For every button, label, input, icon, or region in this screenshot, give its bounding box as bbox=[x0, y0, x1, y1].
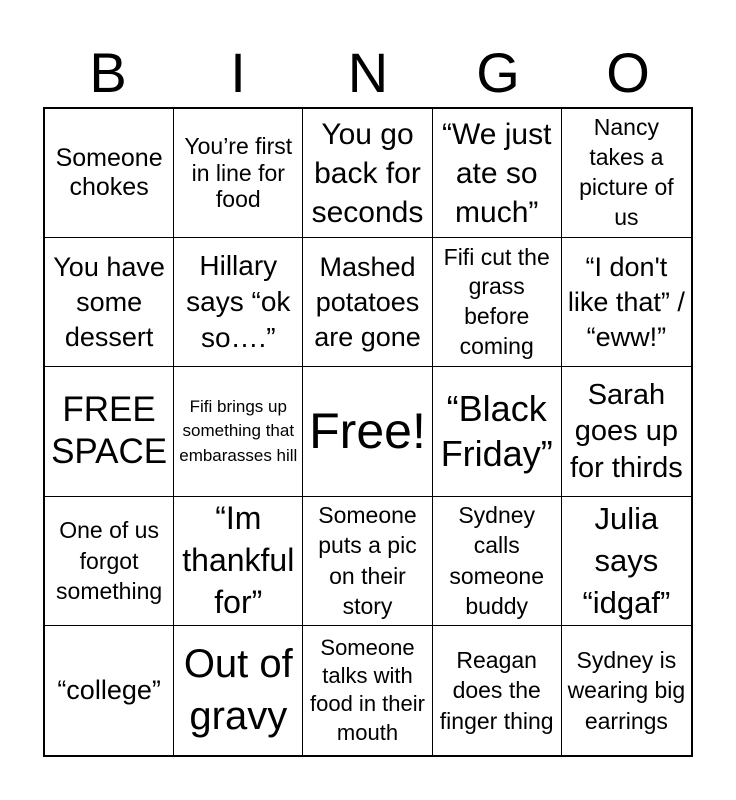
bingo-cell-r2-c3[interactable] bbox=[303, 238, 432, 367]
header-letter-n: N bbox=[347, 41, 389, 104]
header-letter-i: I bbox=[230, 41, 246, 104]
cell-text: Mashed potatoes are gone bbox=[314, 251, 421, 352]
cell-text: Hillary says “ok so….” bbox=[186, 249, 291, 354]
bingo-cell-r3-c5[interactable] bbox=[562, 367, 691, 496]
cell-text: Sydney calls someone buddy bbox=[449, 501, 544, 620]
bingo-cell-r5-c4[interactable] bbox=[433, 626, 562, 755]
cell-text: You have some dessert bbox=[53, 251, 165, 352]
cell-text: FREE SPACE bbox=[51, 390, 168, 472]
cell-text: Sarah goes up for thirds bbox=[569, 379, 683, 484]
cell-text: Fifi cut the grass before coming bbox=[443, 243, 550, 360]
bingo-cell-r5-c1[interactable] bbox=[45, 626, 174, 755]
bingo-cell-r5-c3[interactable] bbox=[303, 626, 432, 755]
bingo-cell-r4-c4[interactable] bbox=[433, 497, 562, 626]
bingo-cell-r5-c2[interactable] bbox=[174, 626, 303, 755]
cell-text: Julia says “idgaf” bbox=[582, 500, 671, 620]
bingo-cell-r1-c1[interactable] bbox=[45, 109, 174, 238]
cell-text: Out of gravy bbox=[183, 642, 293, 739]
bingo-cell-r4-c3[interactable] bbox=[303, 497, 432, 626]
bingo-board bbox=[43, 107, 693, 757]
bingo-cell-r2-c5[interactable] bbox=[562, 238, 691, 367]
cell-text: Someone talks with food in their mouth bbox=[310, 635, 425, 745]
bingo-cell-r3-c2[interactable] bbox=[174, 367, 303, 496]
bingo-header bbox=[43, 40, 693, 106]
cell-text: “We just ate so much” bbox=[441, 117, 552, 229]
header-letter-b: B bbox=[89, 41, 127, 104]
bingo-cell-r4-c5[interactable] bbox=[562, 497, 691, 626]
header-letter-o: O bbox=[606, 41, 650, 104]
cell-text: Free! bbox=[309, 402, 426, 459]
bingo-cell-r3-c4[interactable] bbox=[433, 367, 562, 496]
bingo-cell-r1-c4[interactable] bbox=[433, 109, 562, 238]
bingo-cell-r1-c5[interactable] bbox=[562, 109, 691, 238]
bingo-cell-r2-c2[interactable] bbox=[174, 238, 303, 367]
cell-text: Someone chokes bbox=[55, 144, 163, 202]
bingo-cell-r1-c3[interactable] bbox=[303, 109, 432, 238]
cell-text: “Black Friday” bbox=[440, 388, 553, 475]
cell-text: Someone puts a pic on their story bbox=[318, 501, 417, 620]
bingo-cell-r3-c3[interactable] bbox=[303, 367, 432, 496]
cell-text: You’re first in line for food bbox=[184, 133, 293, 213]
cell-text: Reagan does the finger thing bbox=[439, 646, 554, 734]
cell-text: Sydney is wearing big earrings bbox=[567, 646, 686, 734]
header-letter-g: G bbox=[476, 41, 520, 104]
bingo-cell-r4-c2[interactable] bbox=[174, 497, 303, 626]
bingo-cell-r3-c1[interactable] bbox=[45, 367, 174, 496]
cell-text: “college” bbox=[57, 674, 161, 705]
cell-text: Nancy takes a picture of us bbox=[579, 114, 674, 230]
cell-text: You go back for seconds bbox=[311, 117, 424, 229]
bingo-cell-r1-c2[interactable] bbox=[174, 109, 303, 238]
cell-text: Fifi brings up something that embarasses hill bbox=[179, 397, 298, 465]
cell-text: “I don't like that” / “eww!” bbox=[567, 251, 685, 352]
bingo-cell-r4-c1[interactable] bbox=[45, 497, 174, 626]
cell-text: “Im thankful for” bbox=[182, 500, 295, 620]
bingo-cell-r2-c4[interactable] bbox=[433, 238, 562, 367]
bingo-cell-r2-c1[interactable] bbox=[45, 238, 174, 367]
cell-text: One of us forgot something bbox=[56, 517, 163, 604]
bingo-cell-r5-c5[interactable] bbox=[562, 626, 691, 755]
